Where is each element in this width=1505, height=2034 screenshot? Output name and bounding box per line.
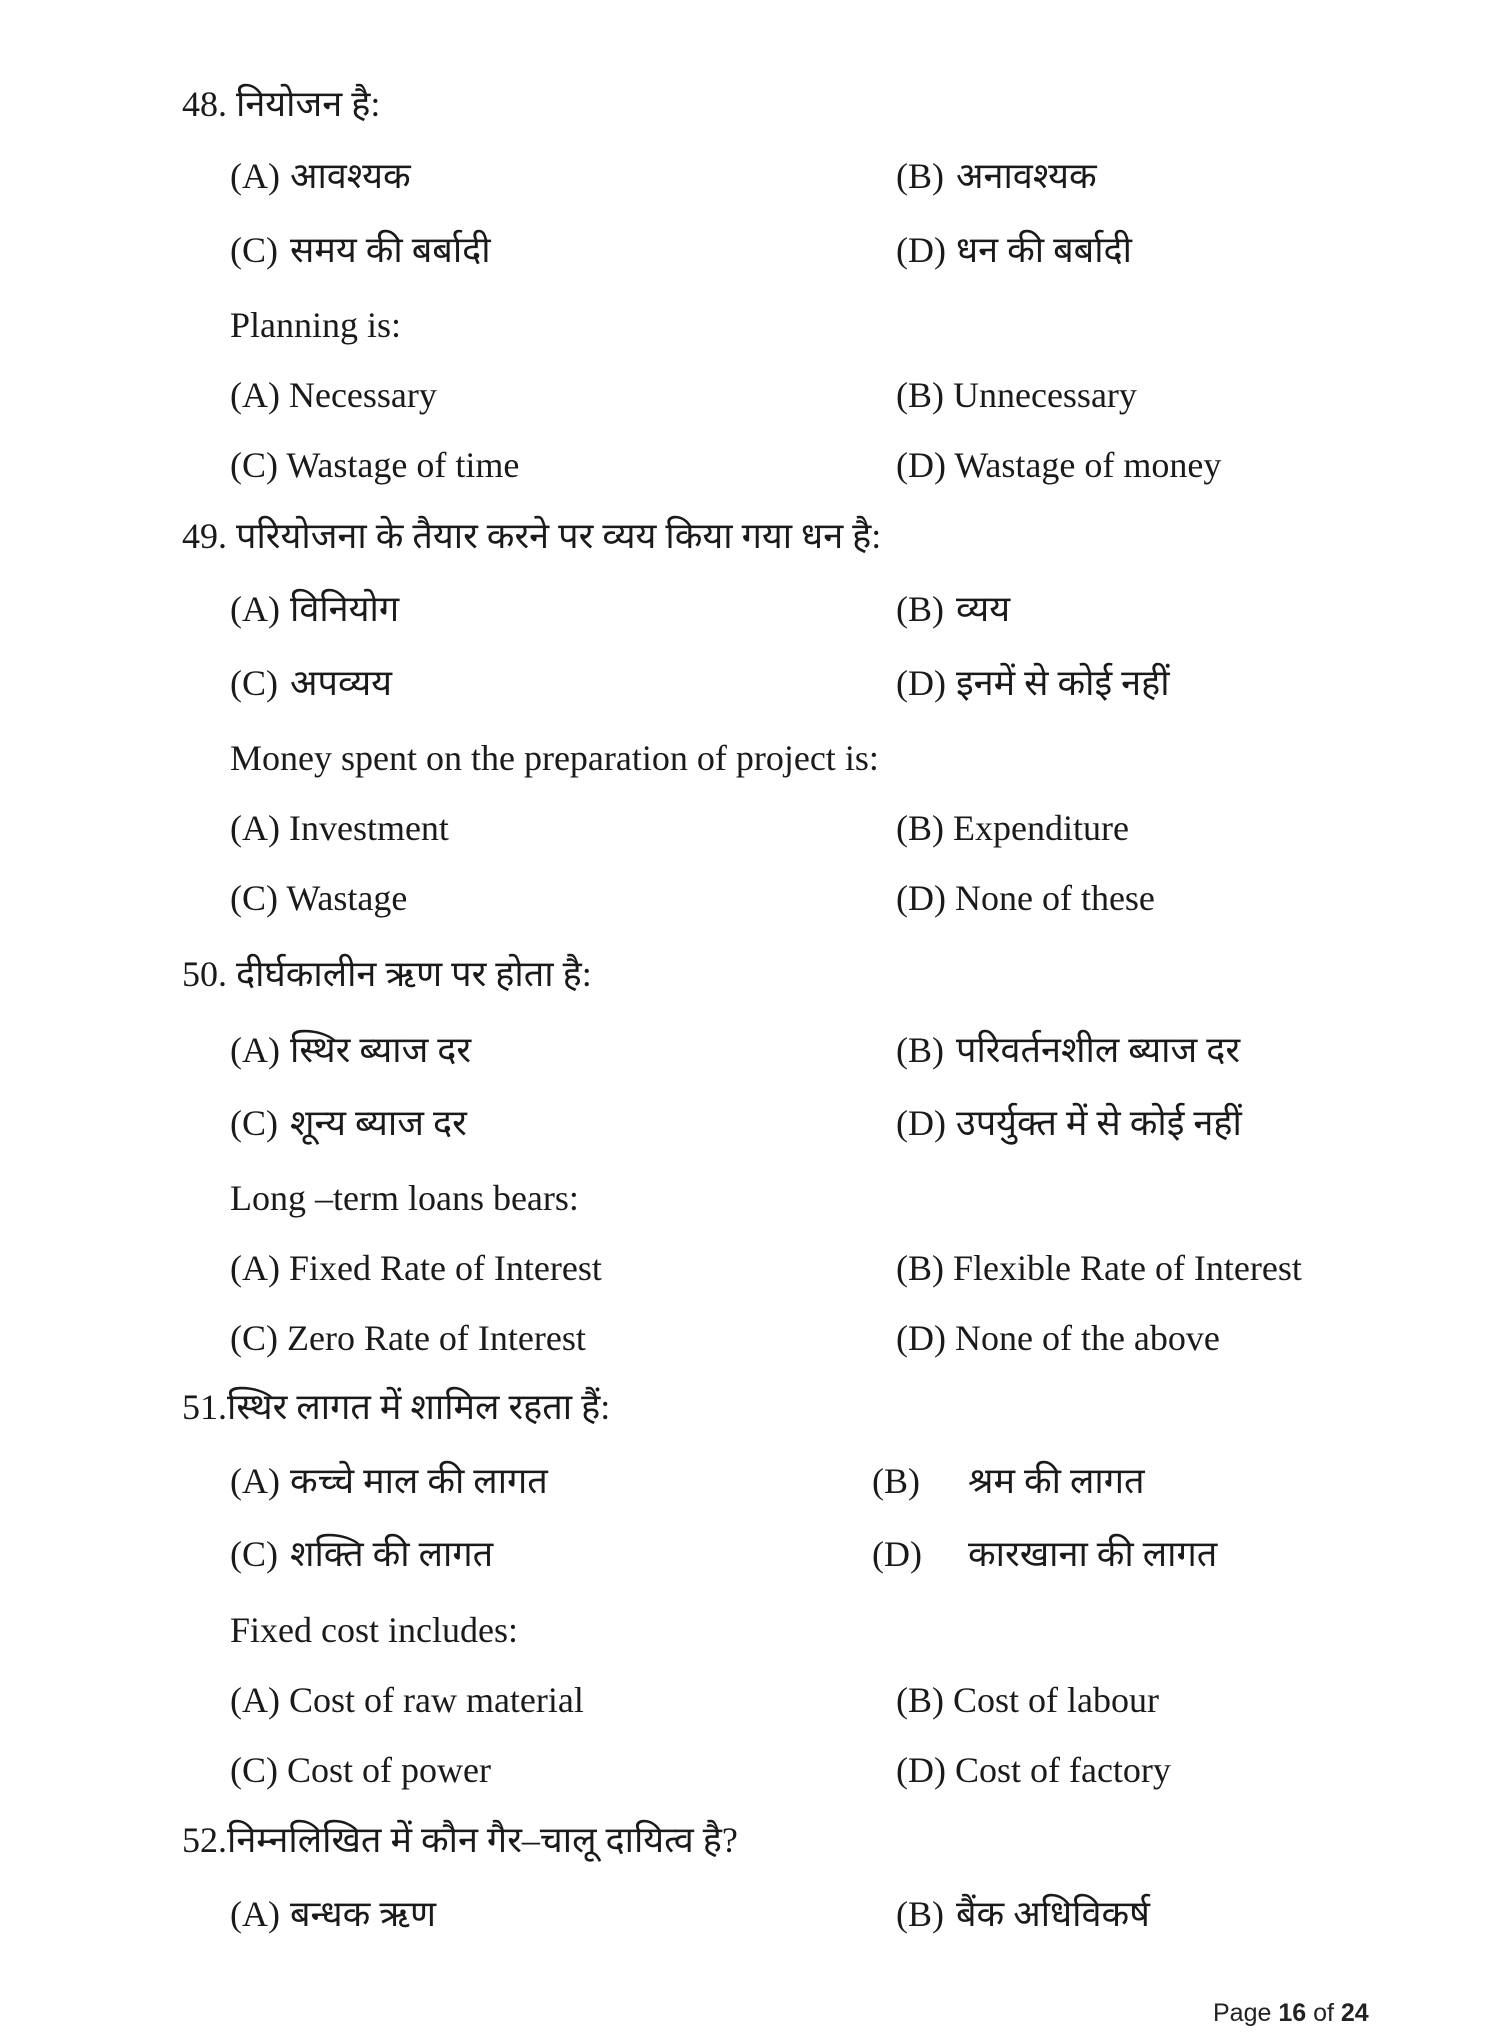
page-number: Page 16 of 24 <box>1213 1999 1369 2027</box>
q49-english-option-d: (D) None of these <box>896 878 1155 918</box>
q51-english-option-b: (B) Cost of labour <box>896 1680 1159 1720</box>
q50-english-option-d: (D) None of the above <box>896 1318 1220 1358</box>
question-51-english: Fixed cost includes: <box>230 1610 518 1650</box>
question-48-english: Planning is: <box>230 305 402 345</box>
q49-hindi-option-b: (B) व्यय <box>896 589 1011 629</box>
q50-english-option-a: (A) Fixed Rate of Interest <box>230 1248 602 1288</box>
q48-english-option-b: (B) Unnecessary <box>896 375 1137 415</box>
q48-hindi-option-d: (D) धन की बर्बादी <box>896 230 1132 270</box>
q50-english-option-b: (B) Flexible Rate of Interest <box>896 1248 1302 1288</box>
question-48-hindi: 48. नियोजन है: <box>182 84 381 124</box>
question-51-hindi: 51.स्थिर लागत में शामिल रहता हैं: <box>182 1387 611 1427</box>
q50-hindi-option-c: (C) शून्य ब्याज दर <box>230 1103 467 1143</box>
q49-english-option-a: (A) Investment <box>230 808 449 848</box>
q49-hindi-option-d: (D) इनमें से कोई नहीं <box>896 663 1170 703</box>
q49-hindi-option-c: (C) अपव्यय <box>230 663 393 703</box>
q48-english-option-a: (A) Necessary <box>230 375 437 415</box>
question-52-hindi: 52.निम्नलिखित में कौन गैर–चालू दायित्व है? <box>182 1820 738 1860</box>
q48-english-option-d: (D) Wastage of money <box>896 445 1222 485</box>
q48-hindi-option-b: (B) अनावश्यक <box>896 156 1097 196</box>
q52-hindi-option-b: (B) बैंक अधिविकर्ष <box>896 1894 1150 1934</box>
q48-hindi-option-c: (C) समय की बर्बादी <box>230 230 491 270</box>
q50-hindi-option-a: (A) स्थिर ब्याज दर <box>230 1030 472 1070</box>
q49-english-option-b: (B) Expenditure <box>896 808 1129 848</box>
q51-hindi-option-b: (B) श्रम की लागत <box>872 1461 1145 1501</box>
q50-english-option-c: (C) Zero Rate of Interest <box>230 1318 586 1358</box>
question-50-english: Long –term loans bears: <box>230 1178 579 1218</box>
q51-english-option-d: (D) Cost of factory <box>896 1750 1171 1790</box>
q48-hindi-option-a: (A) आवश्यक <box>230 156 411 196</box>
question-50-hindi: 50. दीर्घकालीन ऋण पर होता है: <box>182 954 592 994</box>
q51-english-option-a: (A) Cost of raw material <box>230 1680 584 1720</box>
q50-hindi-option-b: (B) परिवर्तनशील ब्याज दर <box>896 1030 1241 1070</box>
q49-english-option-c: (C) Wastage <box>230 878 408 918</box>
q51-hindi-option-c: (C) शक्ति की लागत <box>230 1534 494 1574</box>
q52-hindi-option-a: (A) बन्धक ऋण <box>230 1894 437 1934</box>
q51-english-option-c: (C) Cost of power <box>230 1750 491 1790</box>
q49-hindi-option-a: (A) विनियोग <box>230 589 400 629</box>
question-49-english: Money spent on the preparation of project is: <box>230 738 879 778</box>
q48-english-option-c: (C) Wastage of time <box>230 445 520 485</box>
q51-hindi-option-a: (A) कच्चे माल की लागत <box>230 1461 548 1501</box>
q50-hindi-option-d: (D) उपर्युक्त में से कोई नहीं <box>896 1103 1242 1143</box>
question-49-hindi: 49. परियोजना के तैयार करने पर व्यय किया गया धन है: <box>182 516 882 556</box>
q51-hindi-option-d: (D) कारखाना की लागत <box>872 1534 1218 1574</box>
